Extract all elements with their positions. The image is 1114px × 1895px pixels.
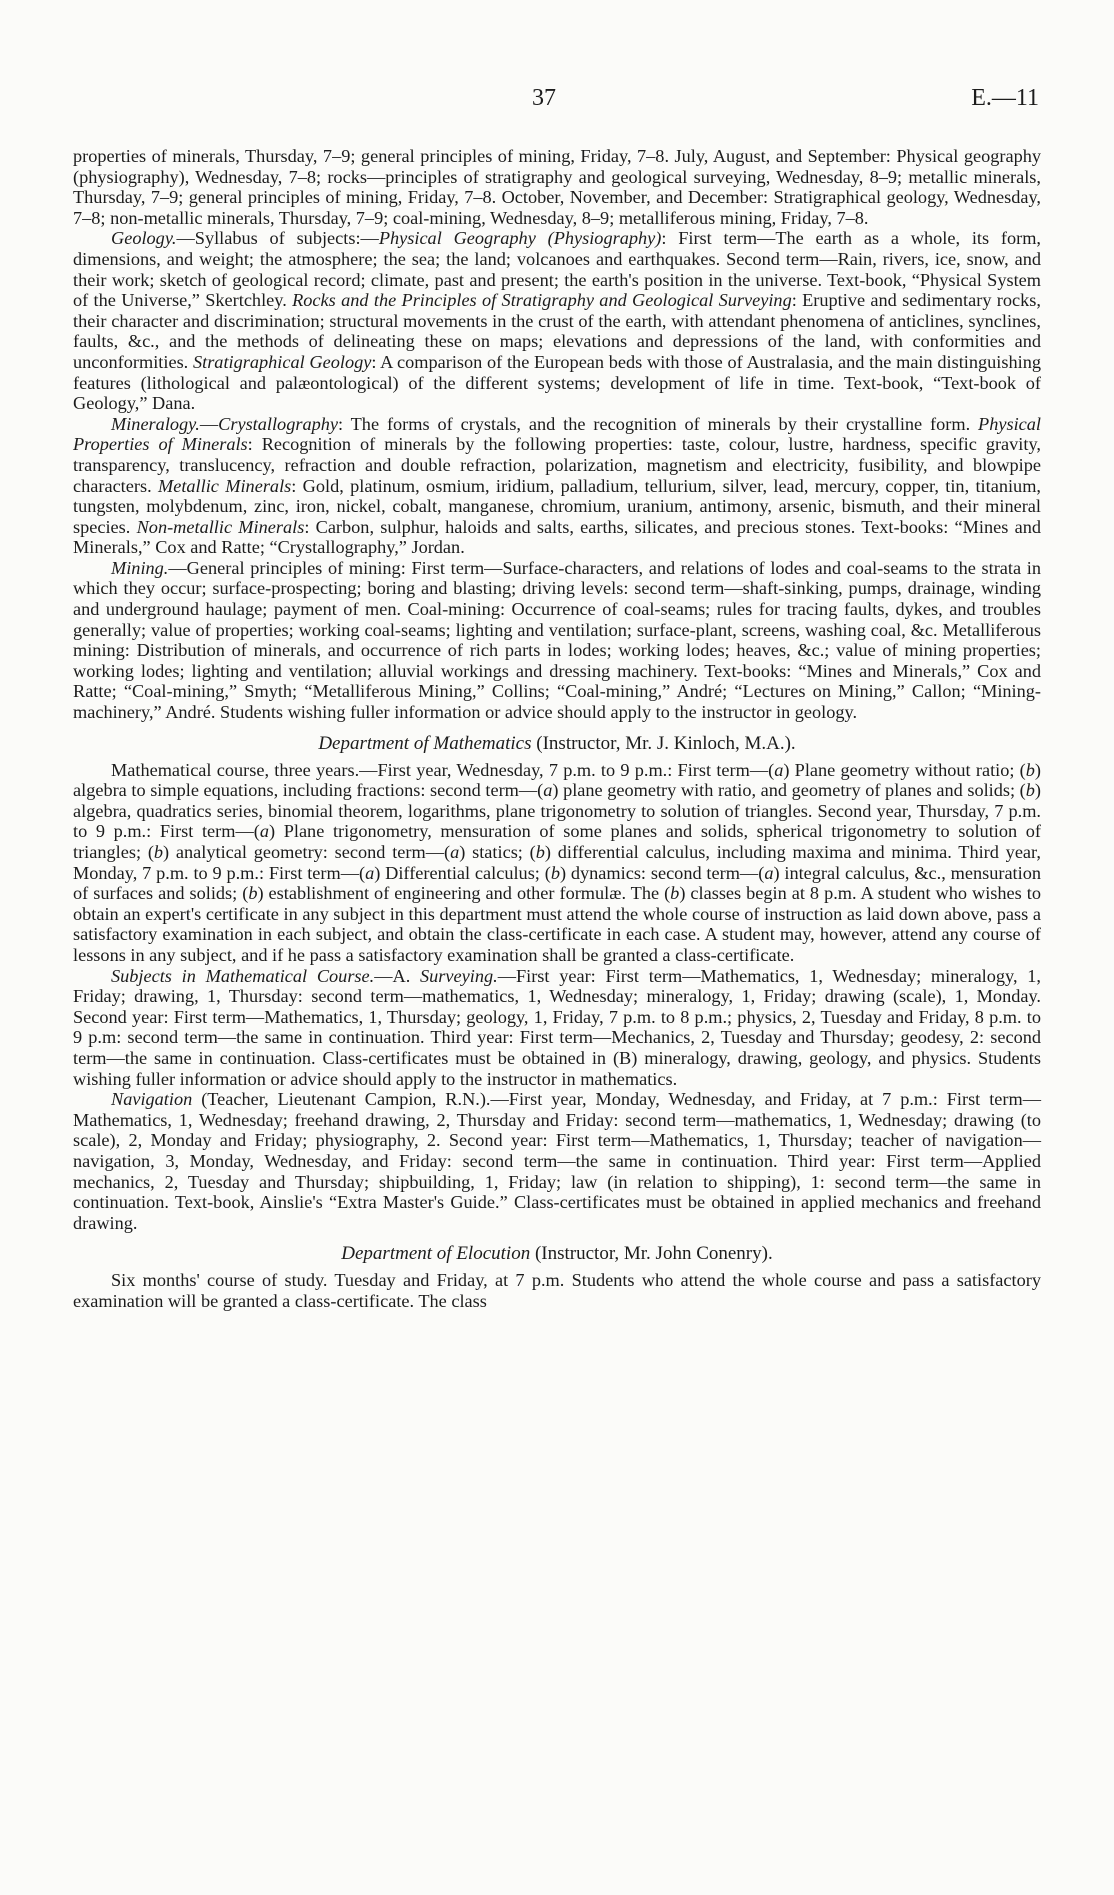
paragraph-subjects: Subjects in Mathematical Course.—A. Surveying.—First year: First term—Mathematics, 1, Wednesday; mineralogy, 1, Friday; drawing, 1, Thursday: second term—mathematics, 1, Wednesday; mineralogy, 1, Friday; drawing (scale), 1, Monday. Second year: First term—Mathematics, 1, Thursday; geology, 1, Friday, 7 p.m. to 8 p.m.; physics, 2, Tuesday and Friday, 8 p.m. to 9 p.m: second term—the same in continuation. Third year: First term—Mechanics, 2, Tuesday and Thursday; geodesy, 2: second term—the same in continuation. Class-certificates must be obtained in (B) mineralogy, drawing, geology, and physics. Students wishing fuller information or advice should apply to the instructor in mathematics. (73, 965, 1042, 1089)
paragraph-geology: Geology.—Syllabus of subjects:—Physical Geography (Physiography): First term—The earth as a whole, its form, dimensions, and weight; the atmosphere; the sea; the land; volcanoes and earthquakes. Second term—Rain, rivers, ice, snow, and their work; sketch of geological record; climate, past and present; the earth's position in the universe. Text-book, “Physical System of the Universe,” Skertchley. Rocks and the Principles of Stratigraphy and Geological Surveying: Eruptive and sedimentary rocks, their character and discrimination; structural movements in the crust of the earth, with attendant phenomena of anticlines, synclines, faults, &c., and the methods of delineating these on maps; elevations and depressions of the land, with conformities and unconformities. Stratigraphical Geology: A comparison of the European beds with those of Australasia, and the main distinguishing features (lithological and palæontological) of the different systems; development of life in time. Text-book, “Text-book of Geology,” Dana. (73, 228, 1041, 414)
document-reference: E.—11 (971, 85, 1039, 111)
geology-lead: Geology. (111, 228, 177, 249)
mineralogy-lead: Mineralogy. (111, 413, 200, 434)
page-number: 37 (532, 85, 556, 111)
paragraph-mining: Mining.—General principles of mining: First term—Surface-characters, and relations of lodes and coal-seams to the strata in which they occur; surface-prospecting; boring and blasting; driving levels: second term—shaft-sinking, pumps, drainage, winding and underground haulage; payment of men. Coal-mining: Occurrence of coal-seams; rules for tracing faults, dykes, and troubles generally; value of properties; working coal-seams; lighting and ventilation; surface-plant, screens, washing coal, &c. Metalliferous mining: Distribution of minerals, and occurrence of rich parts in lodes; working lodes; heaves, &c.; value of mining properties; working lodes; lighting and ventilation; alluvial workings and dressing machinery. Text-books: “Mines and Minerals,” Cox and Ratte; “Coal-mining,” Smyth; “Metalliferous Mining,” Collins; “Coal-mining,” André; “Lectures on Mining,” Callon; “Mining-machinery,” André. Students wishing fuller information or advice should apply to the instructor in geology. (73, 557, 1041, 723)
heading-elocution: Department of Elocution (Instructor, Mr. John Conenry). (341, 1243, 773, 1265)
body-text (73, 146, 1041, 1311)
paragraph-elocution: Six months' course of study. Tuesday and Friday, at 7 p.m. Students who attend the whole course and pass a satisfactory examination will be granted a class-certificate. The class (73, 1270, 1041, 1311)
paragraph-mineralogy: Mineralogy.—Crystallography: The forms of crystals, and the recognition of minerals by their crystalline form. Physical Properties of Minerals: Recognition of minerals by the following properties: taste, colour, lustre, hardness, specific gravity, transparency, translucency, refraction and double refraction, polarization, magnetism and electricity, fusibility, and blowpipe characters. Metallic Minerals: Gold, platinum, osmium, iridium, palladium, tellurium, silver, lead, mercury, copper, tin, titanium, tungsten, molybdenum, zinc, iron, nickel, cobalt, manganese, chromium, uranium, antimony, arsenic, bismuth, and their mineral species. Non-metallic Minerals: Carbon, sulphur, haloids and salts, earths, silicates, and precious stones. Text-books: “Mines and Minerals,” Cox and Ratte; “Crystallography,” Jordan. (73, 413, 1042, 558)
navigation-lead: Navigation (111, 1089, 193, 1110)
paragraph-schedule: properties of minerals, Thursday, 7–9; general principles of mining, Friday, 7–8. July, August, and September: Physical geography (physiography), Wednesday, 7–8; rocks—principles of stratigraphy and geological surveying, Wednesday, 8–9; metallic minerals, Thursday, 7–9; general principles of mining, Friday, 7–8. October, November, and December: Stratigraphical geology, Wednesday, 7–8; non-metallic minerals, Thursday, 7–9; coal-mining, Wednesday, 8–9; metalliferous mining, Friday, 7–8. (73, 146, 1041, 228)
paragraph-mathematical-course: Mathematical course, three years.—First year, Wednesday, 7 p.m. to 9 p.m.: First term—(a) Plane geometry without ratio; (b) algebra to simple equations, including fractions: second term—(a) plane geometry with ratio, and geometry of planes and solids; (b) algebra, quadratics series, binomial theorem, logarithms, plane trigonometry to solution of triangles. Second year, Thursday, 7 p.m. to 9 p.m.: First term—(a) Plane trigonometry, mensuration of some planes and solids, spherical trigonometry to solution of triangles; (b) analytical geometry: second term—(a) statics; (b) differential calculus, including maxima and minima. Third year, Monday, 7 p.m. to 9 p.m.: First term—(a) Differential calculus; (b) dynamics: second term—(a) integral calculus, &c., mensuration of surfaces and solids; (b) establishment of engineering and other formulæ. The (b) classes begin at 8 p.m. A student who wishes to obtain an expert's certificate in any subject in this department must attend the whole course of instruction as laid down above, pass a satisfactory examination in each subject, and obtain the class-certificate in each case. A student may, however, attend any course of lessons in any subject, and if he pass a satisfactory examination shall be granted a class-certificate. (73, 759, 1042, 965)
mining-lead: Mining. (111, 557, 169, 578)
paragraph-navigation: Navigation (Teacher, Lieutenant Campion, R.N.).—First year, Monday, Wednesday, and Friday, at 7 p.m.: First term—Mathematics, 1, Wednesday; freehand drawing, 2, Thursday and Friday: second term—mathematics, 1, Wednesday; drawing (to scale), 2, Monday and Friday; physiography, 2. Second year: First term—Mathematics, 1, Thursday; teacher of navigation—navigation, 3, Monday, Wednesday, and Friday: second term—the same in continuation. Third year: First term—Applied mechanics, 2, Tuesday and Thursday; shipbuilding, 1, Friday; law (in relation to shipping), 1: second term—the same in continuation. Text-book, Ainslie's “Extra Master's Guide.” Class-certificates must be obtained in applied mechanics and freehand drawing. (73, 1089, 1041, 1233)
heading-mathematics: Department of Mathematics (Instructor, Mr. J. Kinloch, M.A.). (318, 732, 796, 754)
